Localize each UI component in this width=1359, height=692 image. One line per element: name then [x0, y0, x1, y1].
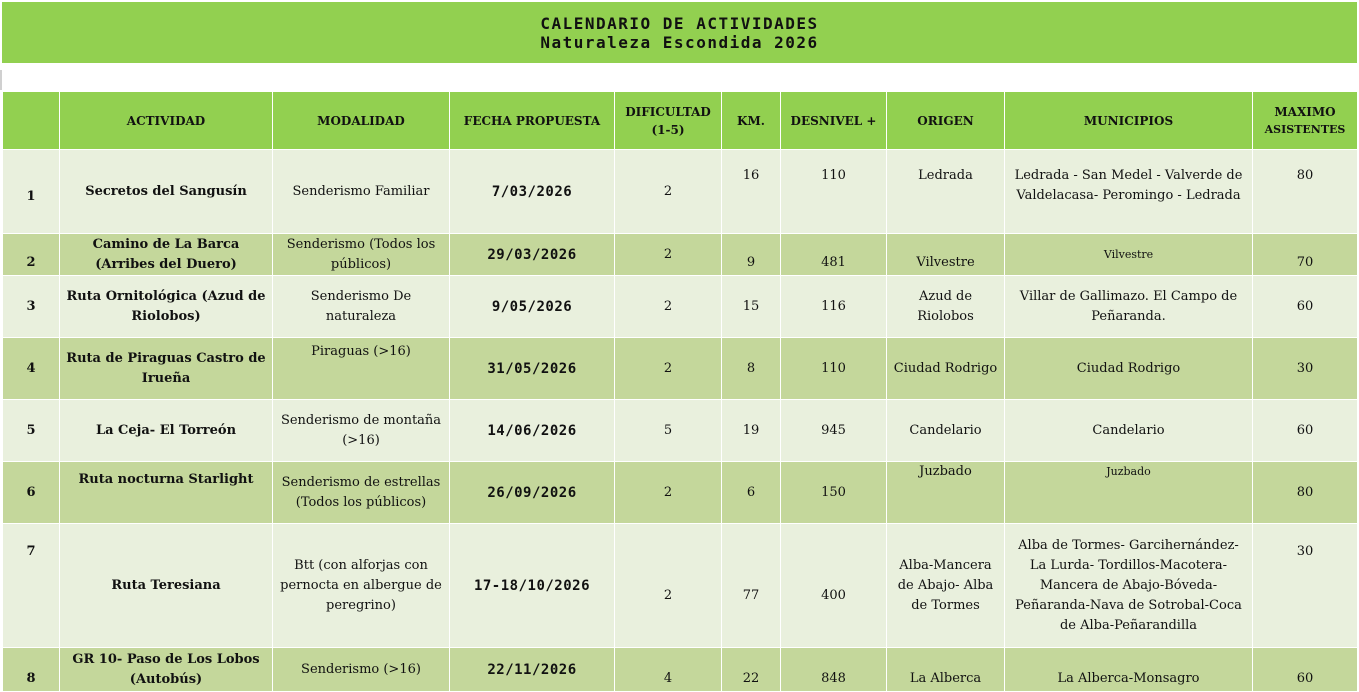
- municipalities: Juzbado: [1005, 462, 1253, 524]
- proposed-date: 31/05/2026: [450, 338, 615, 400]
- row-number: 5: [3, 400, 60, 462]
- max-attendees: 30: [1253, 338, 1358, 400]
- distance-km: 16: [722, 150, 781, 234]
- row-separator: [0, 70, 2, 90]
- table-row: [3, 150, 1358, 234]
- distance-km: 6: [722, 462, 781, 524]
- origin: Azud de Riolobos: [887, 276, 1005, 338]
- elevation-gain: 110: [781, 150, 887, 234]
- elevation-gain: 481: [781, 234, 887, 276]
- origin: Juzbado: [887, 462, 1005, 524]
- elevation-gain: 110: [781, 338, 887, 400]
- difficulty: 2: [615, 150, 722, 234]
- table-row: [3, 400, 1358, 462]
- activity-name: GR 10- Paso de Los Lobos (Autobús): [60, 648, 273, 692]
- difficulty: 2: [615, 276, 722, 338]
- page-title: CALENDARIO DE ACTIVIDADES: [540, 13, 819, 33]
- modality: Senderismo de montaña (>16): [273, 400, 450, 462]
- col-km: KM.: [722, 92, 781, 150]
- modality: Piraguas (>16): [273, 338, 450, 400]
- col-maximo-label: MAXIMO: [1274, 104, 1336, 119]
- origin: La Alberca: [887, 648, 1005, 692]
- col-desnivel: DESNIVEL +: [781, 92, 887, 150]
- municipalities: Villar de Gallimazo. El Campo de Peñaranda.: [1005, 276, 1253, 338]
- modality: Senderismo De naturaleza: [273, 276, 450, 338]
- origin: Alba-Mancera de Abajo- Alba de Tormes: [887, 524, 1005, 648]
- elevation-gain: 945: [781, 400, 887, 462]
- distance-km: 15: [722, 276, 781, 338]
- row-number: 1: [3, 150, 60, 234]
- elevation-gain: 848: [781, 648, 887, 692]
- distance-km: 22: [722, 648, 781, 692]
- header-row: [3, 92, 1358, 150]
- row-number: 6: [3, 462, 60, 524]
- row-number: 4: [3, 338, 60, 400]
- modality: Senderismo de estrellas (Todos los públicos): [273, 462, 450, 524]
- table-row: [3, 338, 1358, 400]
- title-banner: [2, 2, 1357, 63]
- distance-km: 77: [722, 524, 781, 648]
- activities-table: [2, 91, 1358, 692]
- col-municipios: MUNICIPIOS: [1005, 92, 1253, 150]
- col-actividad: ACTIVIDAD: [60, 92, 273, 150]
- elevation-gain: 116: [781, 276, 887, 338]
- activity-name: Ruta de Piraguas Castro de Irueña: [60, 338, 273, 400]
- activity-name: Secretos del Sangusín: [60, 150, 273, 234]
- modality: Senderismo Familiar: [273, 150, 450, 234]
- col-modalidad: MODALIDAD: [273, 92, 450, 150]
- table-row: [3, 276, 1358, 338]
- difficulty: 2: [615, 234, 722, 276]
- distance-km: 9: [722, 234, 781, 276]
- difficulty: 2: [615, 524, 722, 648]
- origin: Vilvestre: [887, 234, 1005, 276]
- col-dificultad: DIFICULTAD (1-5): [615, 92, 722, 150]
- activity-name: La Ceja- El Torreón: [60, 400, 273, 462]
- max-attendees: 60: [1253, 276, 1358, 338]
- activity-name: Ruta nocturna Starlight: [60, 462, 273, 524]
- max-attendees: 80: [1253, 150, 1358, 234]
- elevation-gain: 400: [781, 524, 887, 648]
- activity-name: Ruta Ornitológica (Azud de Riolobos): [60, 276, 273, 338]
- max-attendees: 60: [1253, 648, 1358, 692]
- col-fecha: FECHA PROPUESTA: [450, 92, 615, 150]
- modality: Senderismo (Todos los públicos): [273, 234, 450, 276]
- origin: Ledrada: [887, 150, 1005, 234]
- table-row: [3, 462, 1358, 524]
- modality: Btt (con alforjas con pernocta en albergue de peregrino): [273, 524, 450, 648]
- elevation-gain: 150: [781, 462, 887, 524]
- difficulty: 4: [615, 648, 722, 692]
- municipalities: Alba de Tormes- Garcihernández- La Lurda- Tordillos-Macotera-Mancera de Abajo-Bóveda-Peñaranda-Nava de Sotrobal-Coca de Alba-Peñarandilla: [1005, 524, 1253, 648]
- distance-km: 19: [722, 400, 781, 462]
- proposed-date: 26/09/2026: [450, 462, 615, 524]
- table-row: [3, 524, 1358, 648]
- col-num: [3, 92, 60, 150]
- col-maximo: [1253, 92, 1358, 150]
- max-attendees: 60: [1253, 400, 1358, 462]
- proposed-date: 22/11/2026: [450, 648, 615, 692]
- origin: Candelario: [887, 400, 1005, 462]
- municipalities: Candelario: [1005, 400, 1253, 462]
- max-attendees: 70: [1253, 234, 1358, 276]
- proposed-date: 7/03/2026: [450, 150, 615, 234]
- proposed-date: 9/05/2026: [450, 276, 615, 338]
- municipalities: Ciudad Rodrigo: [1005, 338, 1253, 400]
- col-origen: ORIGEN: [887, 92, 1005, 150]
- difficulty: 2: [615, 462, 722, 524]
- page-subtitle: Naturaleza Escondida 2026: [540, 32, 819, 52]
- row-number: 2: [3, 234, 60, 276]
- max-attendees: 80: [1253, 462, 1358, 524]
- distance-km: 8: [722, 338, 781, 400]
- row-number: 8: [3, 648, 60, 692]
- difficulty: 2: [615, 338, 722, 400]
- municipalities: Vilvestre: [1005, 234, 1253, 276]
- proposed-date: 14/06/2026: [450, 400, 615, 462]
- max-attendees: 30: [1253, 524, 1358, 648]
- origin: Ciudad Rodrigo: [887, 338, 1005, 400]
- municipalities: La Alberca-Monsagro: [1005, 648, 1253, 692]
- col-maximo-sub: ASISTENTES: [1264, 122, 1346, 136]
- activity-name: Camino de La Barca (Arribes del Duero): [60, 234, 273, 276]
- modality: Senderismo (>16): [273, 648, 450, 692]
- activity-name: Ruta Teresiana: [60, 524, 273, 648]
- difficulty: 5: [615, 400, 722, 462]
- row-number: 3: [3, 276, 60, 338]
- municipalities: Ledrada - San Medel - Valverde de Valdelacasa- Peromingo - Ledrada: [1005, 150, 1253, 234]
- proposed-date: 29/03/2026: [450, 234, 615, 276]
- table-row: [3, 648, 1358, 692]
- table-row: [3, 234, 1358, 276]
- proposed-date: 17-18/10/2026: [450, 524, 615, 648]
- row-number: 7: [3, 524, 60, 648]
